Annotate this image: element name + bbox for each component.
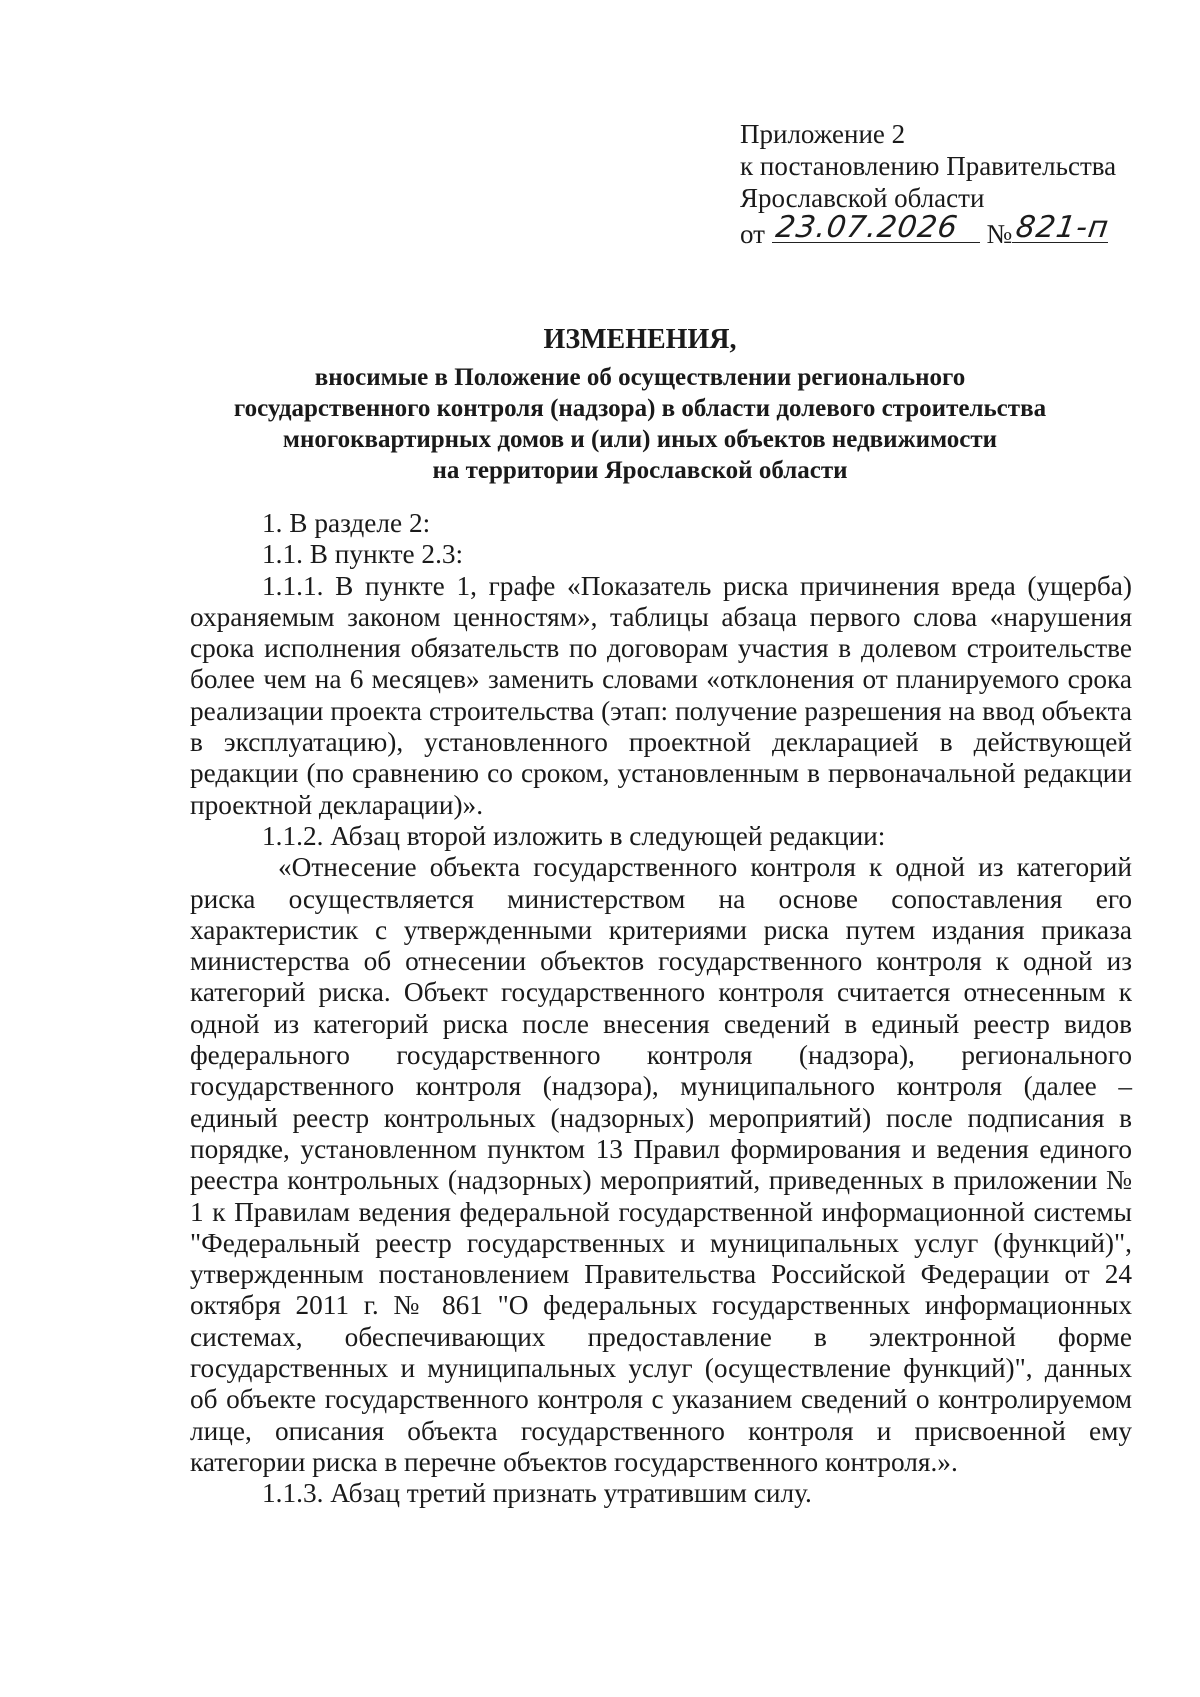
handwritten-date: 23.07.2026: [773, 210, 961, 245]
paragraph-1-1-1: 1.1.1. В пункте 1, графе «Показатель риска причинения вреда (ущерба) охраняемым законом ценностям», таблицы абзаца первого слова «нарушения срока исполнения обязательств по договорам участия в долевом строительстве более чем на 6 месяцев» заменить словами «отклонения от планируемого срока реализации проекта строительства (этап: получение разрешения на ввод объекта в эксплуатацию), установленного проектной декларацией в действующей редакции (по сравнению со сроком, установленным в первоначальной редакции проектной декларации)».: [190, 570, 1132, 820]
date-field: [772, 210, 980, 245]
document-subtitle-line-2: государственного контроля (надзора) в области долевого строительства: [233, 395, 1047, 422]
document-body: [190, 508, 1132, 1510]
appendix-line-3: Ярославской области: [740, 183, 985, 213]
handwritten-number: 821-п: [1013, 210, 1112, 245]
document-subtitle-line-1: вносимые в Положение об осуществлении регионального: [314, 364, 966, 391]
paragraph-new-wording: «Отнесение объекта государственного контроля к одной из категорий риска осуществляется министерством на основе сопоставления его характеристик с утвержденными критериями риска путем издания приказа министерства об отнесении объектов государственного контроля к одной из категорий риска. Объект государственного контроля считается отнесенным к одной из категорий риска после внесения сведений в единый реестр видов федерального государственного контроля (надзора), регионального государственного контроля (надзора), муниципального контроля (далее – единый реестр контрольных (надзорных) мероприятий) после подписания в порядке, установленном пунктом 13 Правил формирования и ведения единого реестра контрольных (надзорных) мероприятий, приведенных в приложении № 1 к Правилам ведения федеральной государственной информационной системы "Федеральный реестр государственных и муниципальных услуг (функций)", утвержденным постановлением Правительства Российской Федерации от 24 октября 2011 г. № 861 "О федеральных государственных информационных системах, обеспечивающих предоставление в электронной форме государственных и муниципальных услуг (осуществление функций)", данных об объекте государственного контроля с указанием сведений о контролируемом лице, описания объекта государственного контроля и присвоенной ему категории риска в перечне объектов государственного контроля.».: [190, 852, 1132, 1477]
paragraph-section-2: 1. В разделе 2:: [262, 508, 431, 538]
number-field: [1012, 210, 1112, 245]
appendix-line-2: к постановлению Правительства: [740, 151, 1117, 181]
document-subtitle-line-4: на территории Ярославской области: [432, 457, 848, 484]
paragraph-1-1-2: 1.1.2. Абзац второй изложить в следующей редакции:: [262, 820, 886, 851]
document-title: ИЗМЕНЕНИЯ,: [543, 324, 737, 355]
appendix-line-1: Приложение 2: [740, 119, 906, 149]
document-subtitle-line-3: многоквартирных домов и (или) иных объектов недвижимости: [282, 426, 998, 453]
paragraph-1-1-3: 1.1.3. Абзац третий признать утратившим силу.: [262, 1478, 812, 1509]
paragraph-point-2-3: 1.1. В пункте 2.3:: [262, 539, 464, 570]
appendix-date-number-line: [740, 210, 1116, 250]
appendix-header: [740, 118, 1116, 250]
number-prefix: №: [986, 219, 1013, 249]
document-title-block: [190, 322, 1090, 486]
date-prefix: от: [740, 219, 765, 249]
